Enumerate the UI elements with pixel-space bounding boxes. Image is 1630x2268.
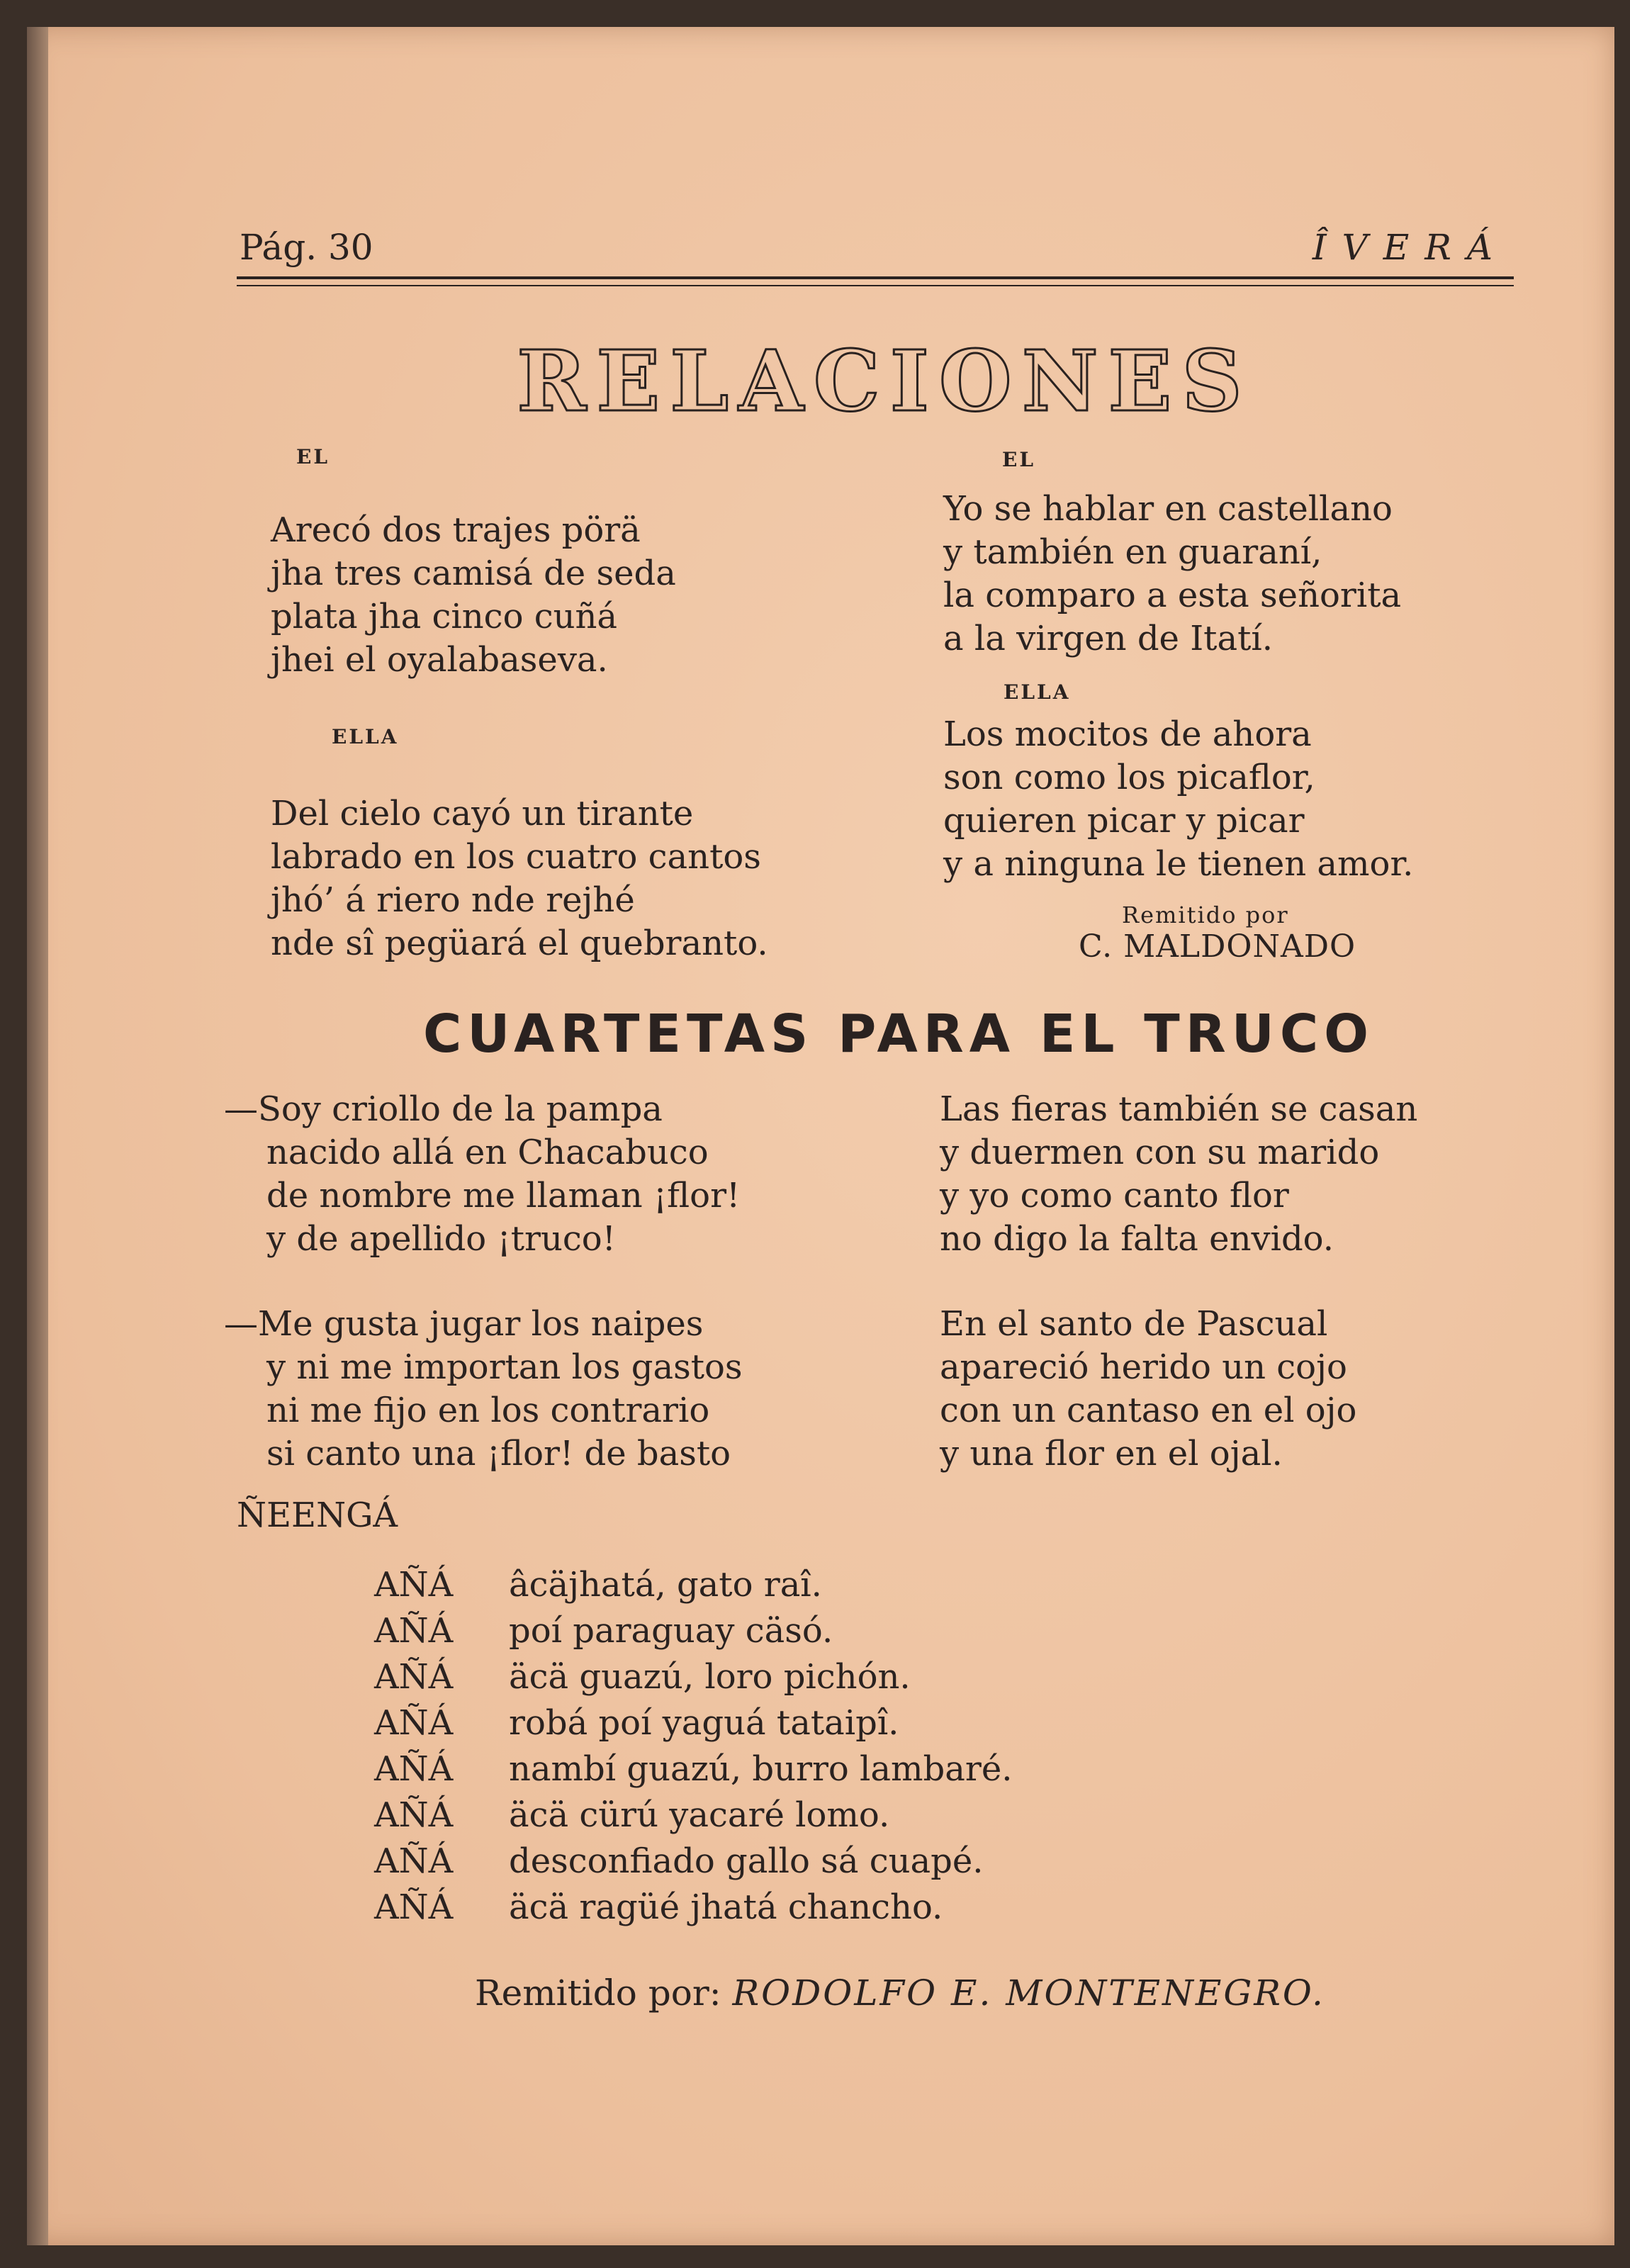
magazine-page (27, 27, 1614, 2245)
cuarteta-left-1 (224, 1088, 740, 1261)
ana-key: AÑÁ (374, 1657, 454, 1697)
relaciones-credit-label: Remitido por (1122, 902, 1289, 928)
verse-line: y a ninguna le tienen amor. (943, 844, 1414, 884)
right-ella-label: ELLA (1004, 680, 1071, 704)
cuarteta-right-2 (940, 1303, 1356, 1476)
header-rule-thick (237, 276, 1514, 279)
verse-line: jhei el oyalabaseva. (271, 640, 608, 680)
verse-line: Los mocitos de ahora (943, 714, 1312, 754)
list-item (374, 1792, 1012, 1838)
final-credit (475, 1972, 1325, 2014)
verse-line: y una flor en el ojal. (940, 1434, 1283, 1473)
verse-line: —Soy criollo de la pampa (224, 1089, 663, 1129)
verse-line: son como los picaflor, (943, 758, 1315, 797)
verse-line: con un cantaso en el ojo (940, 1391, 1357, 1430)
ana-text: äcä ragüé jhatá chancho. (509, 1887, 943, 1927)
list-item (374, 1700, 1012, 1746)
ana-key: AÑÁ (374, 1611, 454, 1651)
ana-key: AÑÁ (374, 1749, 454, 1789)
verse-line: En el santo de Pascual (940, 1304, 1328, 1344)
ana-key: AÑÁ (374, 1703, 454, 1743)
verse-line: quieren picar y picar (943, 801, 1305, 841)
verse-line: y duermen con su marido (940, 1133, 1380, 1172)
verse-line: y ni me importan los gastos (266, 1347, 743, 1387)
ana-key: AÑÁ (374, 1887, 454, 1927)
neenga-label: ÑEENGÁ (237, 1495, 398, 1535)
right-el-verse (943, 488, 1401, 661)
list-item (374, 1838, 1012, 1885)
ana-key: AÑÁ (374, 1841, 454, 1881)
ana-text: desconfiado gallo sá cuapé. (509, 1841, 984, 1881)
verse-line: labrado en los cuatro cantos (271, 837, 761, 877)
left-ella-label: ELLA (332, 725, 399, 748)
verse-line: y de apellido ¡truco! (266, 1219, 616, 1259)
verse-line: de nombre me llaman ¡flor! (266, 1176, 741, 1216)
left-ella-verse (271, 792, 768, 965)
verse-line: plata jha cinco cuñá (271, 597, 618, 636)
page-number: Pág. 30 (240, 227, 373, 268)
verse-line: y yo como canto flor (940, 1176, 1289, 1216)
ana-text: poí paraguay cäsó. (509, 1611, 833, 1651)
list-item (374, 1608, 1012, 1654)
left-el-label: EL (296, 445, 330, 468)
verse-line: la comparo a esta señorita (943, 576, 1402, 615)
verse-line: si canto una ¡flor! de basto (266, 1434, 731, 1473)
ana-key: AÑÁ (374, 1795, 454, 1835)
list-item (374, 1654, 1012, 1700)
final-credit-name: RODOLFO E. MONTENEGRO. (732, 1972, 1325, 2014)
ana-text: nambí guazú, burro lambaré. (509, 1749, 1013, 1789)
verse-line: jha tres camisá de seda (271, 554, 676, 593)
neenga-list (374, 1562, 1012, 1931)
page-spine (27, 27, 48, 2245)
cuarteta-right-1 (940, 1088, 1417, 1261)
ana-text: robá poí yaguá tataipî. (509, 1703, 899, 1743)
magazine-title: ÎVERÁ (1312, 227, 1508, 268)
verse-line: Arecó dos trajes pörä (271, 510, 641, 550)
list-item (374, 1562, 1012, 1608)
ana-key: AÑÁ (374, 1565, 454, 1605)
verse-line: Del cielo cayó un tirante (271, 794, 694, 833)
verse-line: Yo se hablar en castellano (943, 489, 1393, 529)
relaciones-title: RELACIONES (517, 332, 1252, 430)
list-item (374, 1885, 1012, 1931)
left-el-verse (271, 509, 676, 682)
right-el-label: EL (1002, 448, 1036, 471)
ana-text: äcä cürú yacaré lomo. (509, 1795, 890, 1835)
cuarteta-left-2 (224, 1303, 743, 1476)
relaciones-credit-name: C. MALDONADO (1079, 928, 1356, 965)
verse-line: apareció herido un cojo (940, 1347, 1347, 1387)
verse-line: jhó’ á riero nde rejhé (271, 880, 635, 920)
header-rule-thin (237, 285, 1514, 286)
verse-line: no digo la falta envido. (940, 1219, 1334, 1259)
final-credit-label: Remitido por: (475, 1972, 721, 2014)
verse-line: nde sî pegüará el quebranto. (271, 924, 768, 963)
verse-line: nacido allá en Chacabuco (266, 1133, 709, 1172)
verse-line: ni me fijo en los contrario (266, 1391, 710, 1430)
verse-line: a la virgen de Itatí. (943, 619, 1273, 658)
cuartetas-title: CUARTETAS PARA EL TRUCO (422, 1004, 1375, 1065)
verse-line: —Me gusta jugar los naipes (224, 1304, 704, 1344)
ana-text: âcäjhatá, gato raî. (509, 1565, 822, 1605)
verse-line: Las fieras también se casan (940, 1089, 1418, 1129)
right-ella-verse (943, 713, 1413, 886)
list-item (374, 1746, 1012, 1792)
ana-text: äcä guazú, loro pichón. (509, 1657, 911, 1697)
verse-line: y también en guaraní, (943, 532, 1322, 572)
